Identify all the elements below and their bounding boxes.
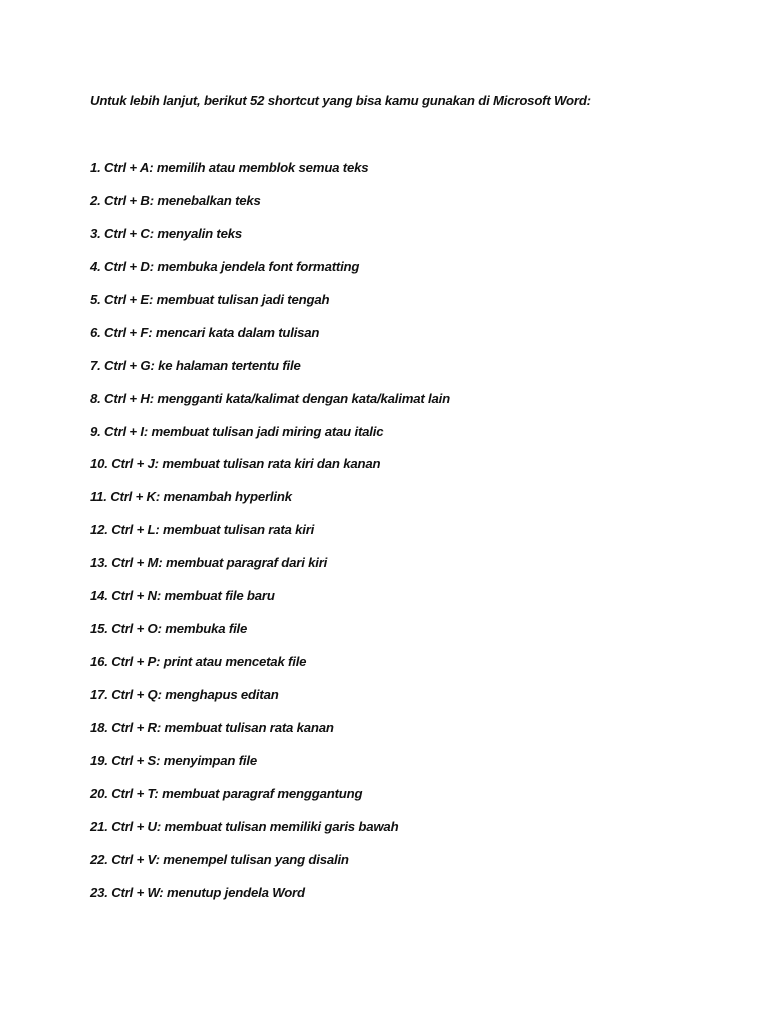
list-item: 15. Ctrl + O: membuka file — [90, 621, 248, 637]
list-item: 11. Ctrl + K: menambah hyperlink — [90, 489, 292, 505]
list-item: 4. Ctrl + D: membuka jendela font formatting — [90, 258, 360, 274]
list-item: 10. Ctrl + J: membuat tulisan rata kiri dan kanan — [90, 456, 381, 472]
list-item: 1. Ctrl + A: memilih atau memblok semua teks — [90, 160, 369, 175]
list-item: 2. Ctrl + B: menebalkan teks — [90, 192, 261, 208]
list-item: 21. Ctrl + U: membuat tulisan memiliki garis bawah — [90, 818, 399, 834]
list-item: 5. Ctrl + E: membuat tulisan jadi tengah — [90, 291, 330, 307]
list-item: 12. Ctrl + L: membuat tulisan rata kiri — [90, 522, 315, 538]
list-item: 18. Ctrl + R: membuat tulisan rata kanan — [90, 719, 334, 735]
list-item: 20. Ctrl + T: membuat paragraf menggantung — [90, 785, 363, 801]
list-item: 13. Ctrl + M: membuat paragraf dari kiri — [90, 555, 328, 571]
list-item: 9. Ctrl + I: membuat tulisan jadi miring atau italic — [90, 423, 384, 439]
list-item: 22. Ctrl + V: menempel tulisan yang disalin — [90, 851, 349, 867]
list-item: 16. Ctrl + P: print atau mencetak file — [90, 654, 307, 670]
list-item: 7. Ctrl + G: ke halaman tertentu file — [90, 357, 301, 373]
intro-text: Untuk lebih lanjut, berikut 52 shortcut yang bisa kamu gunakan di Microsoft Word: — [90, 93, 591, 108]
list-item: 17. Ctrl + Q: menghapus editan — [90, 687, 279, 702]
list-item: 14. Ctrl + N: membuat file baru — [90, 588, 275, 604]
list-item: 3. Ctrl + C: menyalin teks — [90, 225, 243, 241]
shortcut-list — [90, 159, 450, 917]
list-item: 8. Ctrl + H: mengganti kata/kalimat dengan kata/kalimat lain — [90, 390, 450, 406]
list-item: 23. Ctrl + W: menutup jendela Word — [90, 884, 305, 900]
list-item: 6. Ctrl + F: mencari kata dalam tulisan — [90, 324, 320, 340]
list-item: 19. Ctrl + S: menyimpan file — [90, 752, 257, 768]
